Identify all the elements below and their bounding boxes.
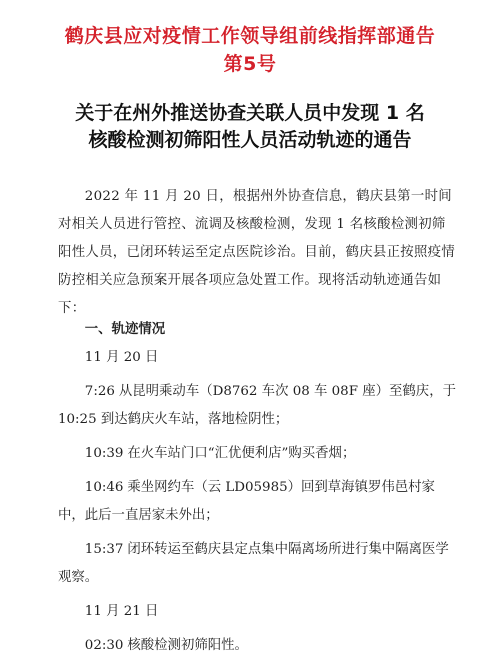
trajectory-date: 11 月 20 日 — [84, 350, 159, 365]
header-number: 第5号 — [223, 53, 277, 75]
trajectory-item — [58, 536, 456, 592]
subject-line-1: 关于在州外推送协查关联人员中发现 1 名 — [75, 102, 425, 124]
notice-header — [0, 22, 500, 78]
trajectory-item — [58, 378, 456, 434]
trajectory-text: 乘坐网约车（云 LD05985）回到草海镇罗伟邑村家中，此后一直居家未外出； — [58, 480, 435, 523]
trajectory-time: 10:46 — [84, 480, 124, 495]
trajectory-text: 核酸检测初筛阳性。 — [127, 638, 248, 653]
trajectory-time: 7:26 — [84, 384, 115, 399]
trajectory-text: 闭环转运至鹤庆县定点集中隔离场所进行集中隔离医学观察。 — [58, 542, 449, 585]
intro-paragraph: 2022 年 11 月 20 日，根据州外协查信息，鹤庆县第一时间对相关人员进行管控、流调及核酸检测，发现 1 名核酸检测初筛阳性人员，已闭环转运至定点医院诊治。目前，鹤庆县正按照疫情防控相关应急预案开展各项应急处置工作。现将活动轨迹通告如下： — [58, 189, 456, 316]
trajectory-text: 在火车站门口“汇优便利店”购买香烟； — [127, 446, 356, 461]
trajectory-date: 11 月 21 日 — [84, 604, 159, 619]
trajectory-time: 10:39 — [84, 446, 124, 461]
notice-subject — [0, 100, 500, 154]
section-title: 一、轨迹情况 — [84, 322, 166, 337]
trajectory-time: 02:30 — [84, 638, 124, 653]
trajectory-item — [58, 440, 456, 468]
subject-line-2: 核酸检测初筛阳性人员活动轨迹的通告 — [88, 129, 412, 151]
trajectory-item — [58, 632, 456, 660]
trajectory-time: 15:37 — [84, 542, 124, 557]
trajectory-item — [58, 474, 456, 530]
trajectory-text: 从昆明乘动车（D8762 车次 08 车 08F 座）至鹤庆，于 10:25 到达鹤庆火车站，落地检阴性； — [58, 384, 456, 427]
header-title: 鹤庆县应对疫情工作领导组前线指挥部通告 — [64, 25, 436, 47]
trajectory-list — [58, 344, 456, 666]
